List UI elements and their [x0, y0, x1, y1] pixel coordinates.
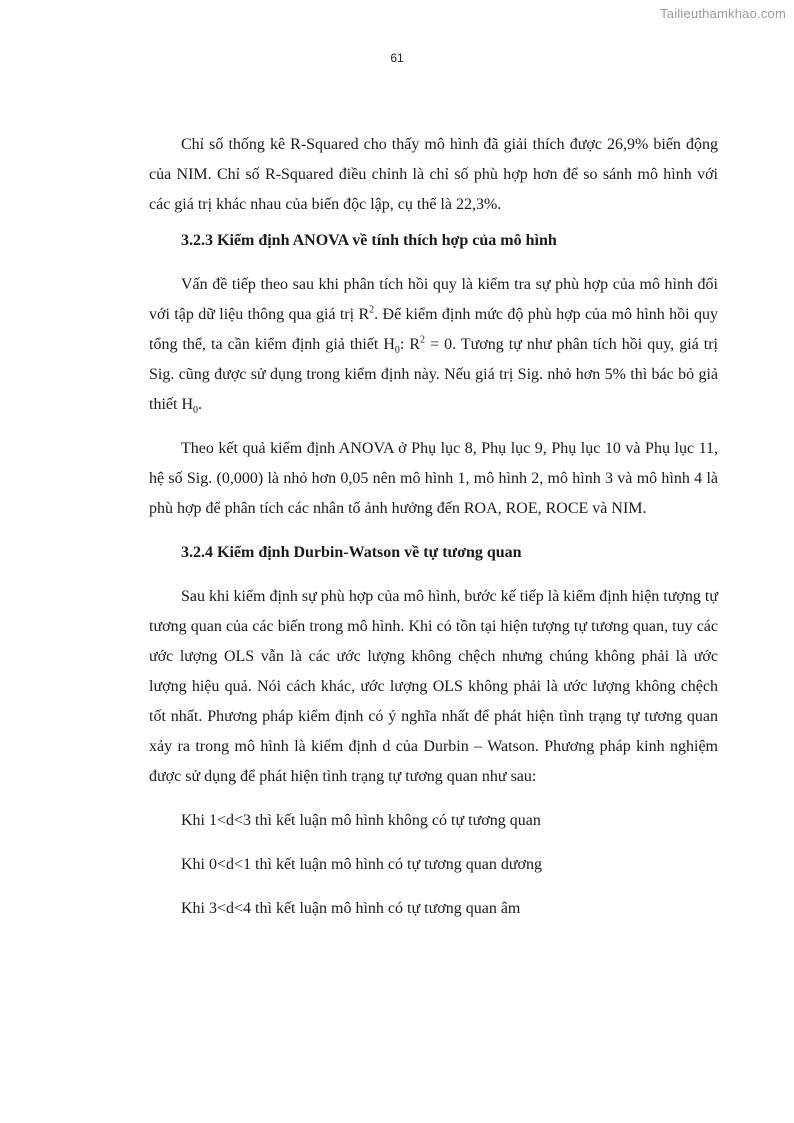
document-body: [149, 130, 718, 924]
paragraph-anova-result: Theo kết quả kiểm định ANOVA ở Phụ lục 8, Phụ lục 9, Phụ lục 10 và Phụ lục 11, hệ số Sig. (0,000) là nhỏ hơn 0,05 nên mô hình 1, mô hình 2, mô hình 3 và mô hình 4 là phù hợp để phân tích các nhân tố ảnh hưởng đến ROA, ROE, ROCE và NIM.: [149, 440, 718, 517]
paragraph-r-squared: Chỉ số thống kê R-Squared cho thấy mô hình đã giải thích được 26,9% biến động của NIM. Chỉ số R-Squared điều chỉnh là chỉ số phù hợp hơn để so sánh mô hình với các giá trị khác nhau của biến độc lập, cụ thể là 22,3%.: [149, 136, 718, 213]
heading-durbin-watson: 3.2.4 Kiểm định Durbin-Watson về tự tương quan: [181, 544, 522, 561]
paragraph-durbin-watson: Sau khi kiểm định sự phù hợp của mô hình, bước kế tiếp là kiểm định hiện tượng tự tương quan của các biến trong mô hình. Khi có tồn tại hiện tượng tự tương quan, tuy các ước lượng OLS vẫn là các ước lượng không chệch nhưng chúng không phải là ước lượng hiệu quả. Nói cách khác, ước lượng OLS không phải là ước lượng không chệch tốt nhất. Phương pháp kiểm định có ý nghĩa nhất để phát hiện tình trạng tự tương quan xảy ra trong mô hình là kiểm định d của Durbin – Watson. Phương pháp kinh nghiệm được sử dụng để phát hiện tình trạng tự tương quan như sau:: [149, 588, 718, 785]
rule-item: Khi 1<d<3 thì kết luận mô hình không có tự tương quan: [181, 812, 541, 829]
watermark: Tailieuthamkhao.com: [660, 6, 786, 21]
paragraph-anova-intro: Vấn đề tiếp theo sau khi phân tích hồi quy là kiểm tra sự phù hợp của mô hình đối với tập dữ liệu thông qua giá trị $R^2$. Để kiểm định mức độ phù hợp của mô hình hồi quy tổng thể, ta cần kiểm định giả thiết $H_0$: $R^2 = 0$. Tương tự như phân tích hồi quy, giá trị Sig. cũng được sử dụng trong kiểm định này. Nếu giá trị Sig. nhỏ hơn 5% thì bác bỏ giả thiết $H_0$.: [149, 276, 718, 417]
page-number: 61: [390, 51, 404, 65]
rule-item: Khi 3<d<4 thì kết luận mô hình có tự tương quan âm: [181, 900, 521, 917]
rule-item: Khi 0<d<1 thì kết luận mô hình có tự tương quan dương: [181, 856, 542, 873]
heading-anova: 3.2.3 Kiểm định ANOVA về tính thích hợp của mô hình: [181, 232, 557, 249]
